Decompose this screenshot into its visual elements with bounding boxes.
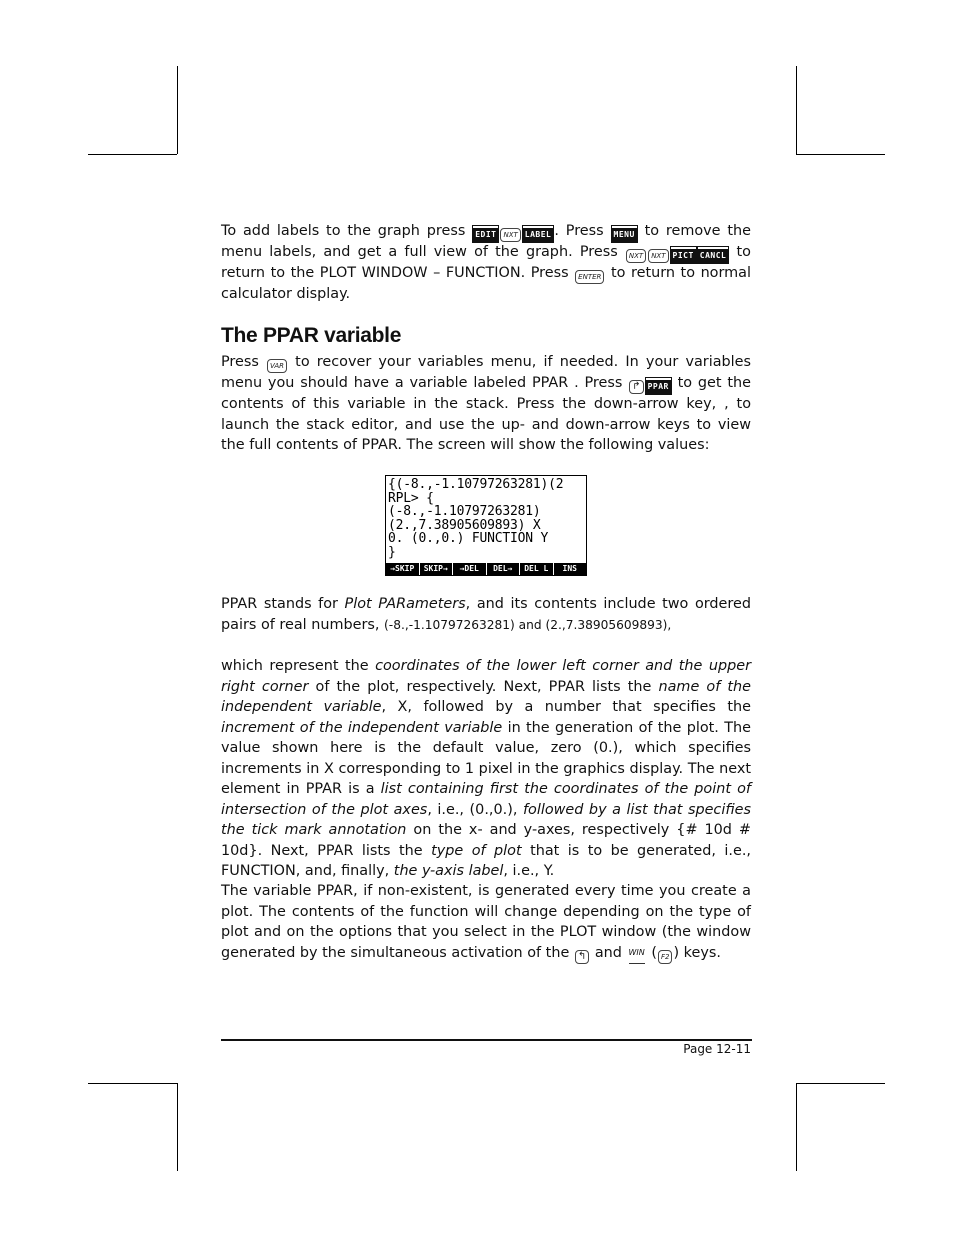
text: of the plot, respectively. Next, PPAR lists the	[308, 678, 659, 695]
crop-mark	[177, 1083, 178, 1171]
screen-line: (-8.,-1.10797263281)	[388, 504, 541, 520]
calculator-screenshot	[385, 475, 587, 576]
crop-mark	[796, 1083, 797, 1171]
text: (-8.,-1.10797263281) and (2.,7.38905609893),	[384, 617, 672, 632]
ppar-softkey: PPAR	[646, 378, 671, 394]
text: . Press	[554, 223, 611, 239]
text: to return to normal calculator display.	[221, 265, 751, 302]
text: PPAR stands for	[221, 596, 345, 612]
text: Press	[221, 354, 267, 370]
softkey-skip-left: →SKIP	[386, 563, 420, 575]
menu-softkey: MENU	[612, 226, 637, 242]
ppar-explanation-paragraph	[221, 656, 751, 882]
emphasis: increment of the independent variable	[221, 719, 503, 736]
left-shift-key: ↰	[575, 950, 589, 964]
var-key: VAR	[267, 359, 287, 373]
ppar-intro-paragraph	[221, 352, 751, 456]
text: on the x- and y-axes, respectively {# 10d # 10d}. Next, PPAR lists the	[221, 822, 751, 859]
nxt-key: NXT	[648, 249, 668, 263]
softkey-del-left: →DEL	[453, 563, 487, 575]
text: , and its contents include two ordered pairs of real numbers,	[221, 596, 751, 633]
screen-line: 0. (0.,0.) FUNCTION Y	[388, 531, 549, 547]
win-label: WIN	[629, 943, 645, 965]
pict-softkey: PICT	[671, 247, 696, 263]
intro-paragraph	[221, 221, 751, 305]
screen-line: }	[388, 544, 396, 560]
cancel-softkey: CANCL	[698, 247, 729, 263]
footer-rule	[221, 1039, 752, 1041]
ppar-generation-paragraph	[221, 881, 751, 964]
screen-line: RPL> {	[388, 490, 434, 506]
nxt-key: NXT	[626, 249, 646, 263]
screen-line: {(-8.,-1.10797263281)(2	[388, 477, 564, 492]
emphasis: type of plot	[431, 842, 522, 859]
ppar-definition-paragraph	[221, 594, 751, 635]
f2-key: F2	[658, 950, 672, 964]
text: which represent the	[221, 658, 376, 674]
text: to get the contents of this variable in the stack. Press the down-arrow key, , to launch the stack editor, and use the up- and down-arrow keys to view the full contents of PPAR. The screen will show the following values:	[221, 375, 751, 453]
softkey-del-line: DEL L	[520, 563, 554, 575]
crop-mark	[796, 1083, 885, 1084]
text: , i.e., (0.,0.),	[427, 801, 523, 818]
softkey-del-right: DEL→	[487, 563, 521, 575]
emphasis: name of the independent variable	[221, 678, 751, 715]
emphasis: list containing first the coordinates of the point of intersection of the plot axes	[221, 781, 751, 818]
page-number: Page 12-11	[683, 1042, 751, 1056]
crop-mark	[796, 154, 885, 155]
text: and	[590, 944, 627, 961]
label-softkey: LABEL	[523, 226, 554, 242]
emphasis: coordinates of the lower left corner and the upper right corner	[221, 658, 751, 695]
text: , X, followed by a number that specifies the	[381, 699, 751, 715]
emphasis: Plot PARameters	[344, 596, 466, 612]
text: in the generation of the plot. The value shown here is the default value, zero (0.), which specifies increments in X corresponding to 1 pixel in the graphics display. The next element in PPAR is a	[221, 719, 751, 797]
emphasis: the y-axis label	[393, 863, 504, 879]
text: ) keys.	[673, 944, 721, 961]
enter-key: ENTER	[575, 270, 604, 284]
text: that is to be generated, i.e., FUNCTION, and, finally,	[221, 842, 751, 879]
softkey-skip-right: SKIP→	[420, 563, 454, 575]
section-heading: The PPAR variable	[221, 324, 402, 347]
screen-lines	[388, 478, 563, 560]
text: (	[646, 944, 657, 961]
softkey-ins: INS	[562, 564, 577, 573]
crop-mark	[796, 66, 797, 154]
text: , i.e., Y.	[503, 863, 555, 879]
screen-line: (2.,7.38905609893) X	[388, 517, 541, 533]
text: to remove the menu labels, and get a full view of the graph. Press	[221, 223, 751, 260]
right-shift-key: ↱	[629, 380, 643, 394]
text: to return to the PLOT WINDOW – FUNCTION. Press	[221, 244, 751, 281]
text: To add labels to the graph press	[221, 223, 473, 239]
crop-mark	[88, 154, 177, 155]
crop-mark	[88, 1083, 177, 1084]
crop-mark	[177, 66, 178, 154]
emphasis: followed by a list that specifies the tick mark annotation	[221, 801, 751, 838]
edit-softkey: EDIT	[473, 226, 498, 242]
text: to recover your variables menu, if needed. In your variables menu you should have a variable labeled PPAR . Press	[221, 354, 752, 391]
text: The variable PPAR, if non-existent, is generated every time you create a plot. The contents of the function will change depending on the type of plot and on the options that you select in the PLOT window (the window generated by the simultaneous activation of the	[221, 883, 751, 961]
nxt-key: NXT	[500, 228, 520, 242]
softkey-menu-bar	[386, 563, 586, 575]
